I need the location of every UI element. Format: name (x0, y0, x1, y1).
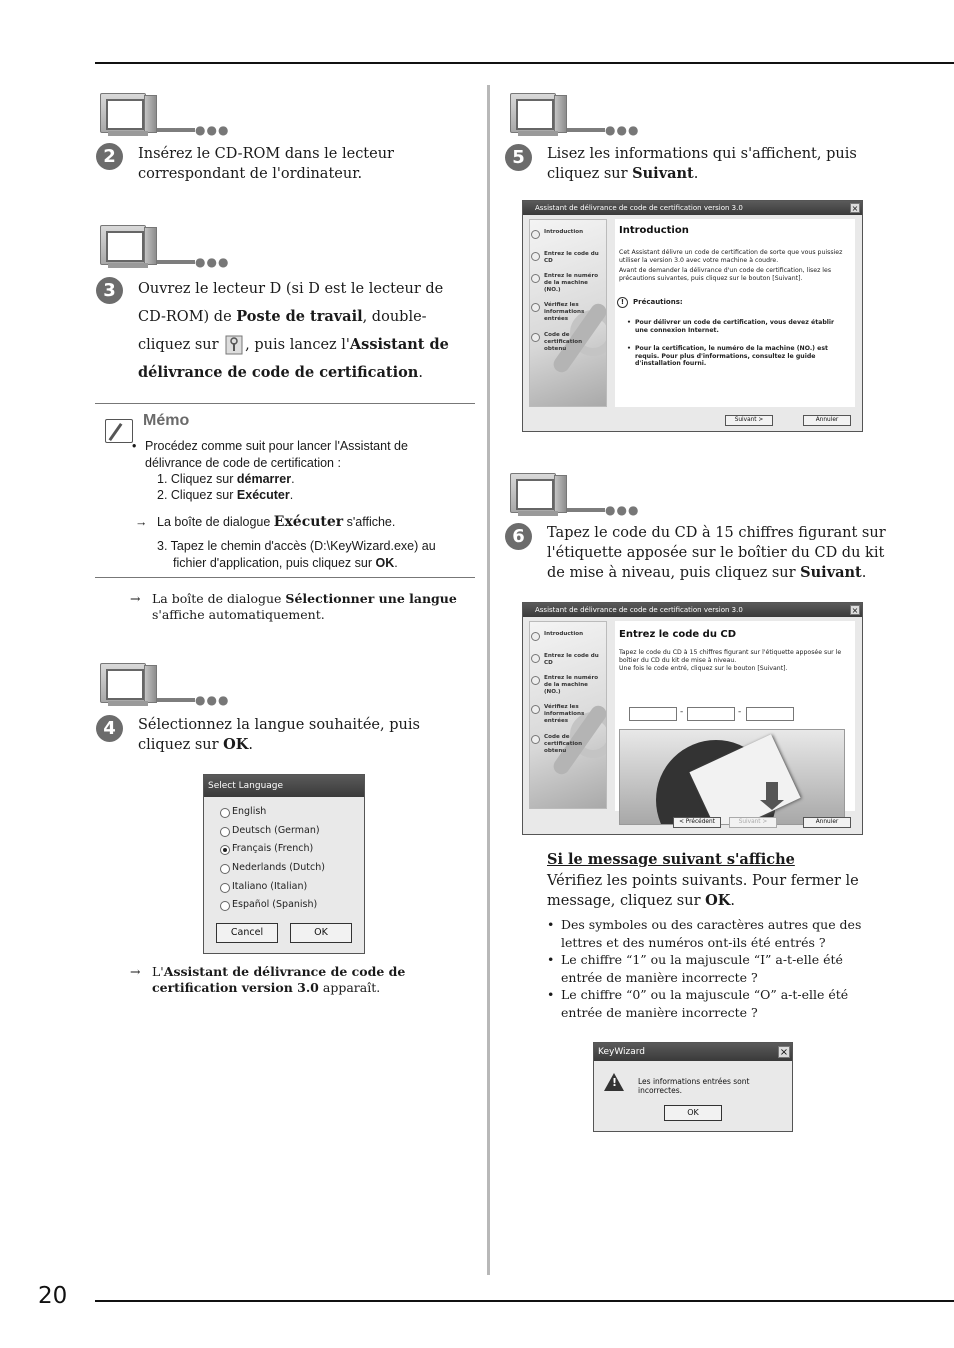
list-item: • Des symboles ou des caractères autres que des lettres et des numéros ont-ils été entrés ? (547, 916, 887, 951)
wizard-cd-code-window (522, 602, 863, 835)
cancel-button[interactable]: Annuler (803, 817, 851, 828)
result-wizard-appears: → L'Assistant de délivrance de code de certification version 3.0 apparaît. (130, 964, 406, 995)
error-message: Les informations entrées sont incorrectes. (638, 1077, 750, 1095)
wizard-intro-window (522, 200, 863, 432)
warning-circle-icon: ! (617, 297, 628, 308)
page-number: 20 (38, 1283, 68, 1309)
memo-line-5: 3. Tapez le chemin d'accès (D:\KeyWizard.exe) au fichier d'application, puis cliquez sur OK. (157, 539, 436, 570)
computer-icon: ●●● (100, 93, 220, 137)
cancel-button[interactable]: Cancel (216, 923, 278, 943)
language-option-spanish[interactable]: Español (Spanish) (220, 899, 317, 910)
cancel-button[interactable]: Annuler (803, 415, 851, 426)
wizard-heading: Introduction (619, 225, 689, 236)
sidebar-item-code-obtained: Code de certification obtenu (529, 332, 603, 352)
memo-line-1: • Procédez comme suit pour lancer l'Assistant de délivrance de code de certification : (132, 439, 408, 470)
close-icon[interactable]: × (851, 606, 859, 615)
keywizard-app-icon (223, 332, 245, 358)
memo-line-2: 1. Cliquez sur démarrer. (157, 472, 295, 486)
warning-instructions: Vérifiez les points suivants. Pour fermer le message, cliquez sur OK. (547, 873, 859, 909)
step-3-text: Ouvrez le lecteur D (si D est le lecteur de CD-ROM) de Poste de travail, double-cliquez sur , puis lancez l'Assistant de délivrance de code de certification. (138, 281, 449, 381)
sidebar-item-machine-number: Entrez le numéro de la machine (NO.) (529, 273, 603, 293)
warning-checklist (547, 916, 887, 1021)
computer-icon: ●●● (510, 93, 630, 137)
select-language-dialog (203, 774, 365, 954)
memo-box (95, 403, 475, 578)
cd-case-illustration (619, 729, 845, 825)
step-2-text: Insérez le CD-ROM dans le lecteur correspondant de l'ordinateur. (138, 146, 394, 182)
wizard-title: Assistant de délivrance de code de certification version 3.0 × (523, 603, 862, 617)
cd-code-field-1[interactable] (629, 707, 677, 721)
memo-line-3: 2. Cliquez sur Exécuter. (157, 488, 294, 502)
cd-code-dash: - (680, 707, 684, 717)
arrow-down-icon (766, 782, 778, 800)
wizard-title: Assistant de délivrance de code de certification version 3.0 × (523, 201, 862, 215)
memo-line-4: → La boîte de dialogue Exécuter s'affiche. (135, 514, 396, 530)
step-number-6: 6 (505, 523, 532, 550)
top-rule (95, 62, 954, 64)
step-6-text: Tapez le code du CD à 15 chiffres figurant sur l'étiquette apposée sur le boîtier du CD du kit de mise à niveau, puis cliquez sur Suivant. (547, 525, 886, 581)
warning-heading: Si le message suivant s'affiche (547, 851, 795, 868)
wizard-content (615, 621, 855, 811)
step-5-text: Lisez les informations qui s'affichent, puis cliquez sur Suivant. (547, 146, 857, 182)
close-icon[interactable]: × (851, 204, 859, 213)
ok-button[interactable]: OK (664, 1105, 722, 1121)
sidebar-item-cd-code: Entrez le code du CD (529, 653, 603, 667)
sidebar-item-verify: Vérifiez les informations entrées (529, 302, 603, 322)
next-button[interactable]: Suivant > (729, 817, 777, 828)
language-option-italian[interactable]: Italiano (Italian) (220, 881, 307, 892)
language-option-french[interactable]: Français (French) (220, 843, 313, 854)
dialog-title: Select Language (204, 775, 364, 797)
memo-title: Mémo (143, 412, 190, 429)
list-item: • Le chiffre “1” ou la majuscule “I” a-t-elle été entrée de manière incorrecte ? (547, 951, 887, 986)
language-option-dutch[interactable]: Nederlands (Dutch) (220, 862, 325, 873)
cd-code-field-2[interactable] (687, 707, 735, 721)
bottom-rule (95, 1300, 954, 1302)
list-item: • Le chiffre “0” ou la majuscule “O” a-t-elle été entrée de manière incorrecte ? (547, 986, 887, 1021)
wizard-heading: Entrez le code du CD (619, 629, 737, 640)
intro-paragraph-1: Cet Assistant délivre un code de certification de sorte que vous puissiez utiliser la version 3.0 avec votre machine à coudre. (619, 249, 843, 264)
sidebar-item-machine-number: Entrez le numéro de la machine (NO.) (529, 675, 603, 695)
next-button[interactable]: Suivant > (725, 415, 773, 426)
precautions-label: ! Précautions: (633, 299, 833, 307)
keywizard-error-dialog: KeyWizard × ! Les informations entrées sont incorrectes. OK (593, 1042, 793, 1132)
sidebar-item-introduction: Introduction (529, 229, 603, 236)
precaution-2: • Pour la certification, le numéro de la machine (NO.) est requis. Pour plus d'informations, consultez le guide d'installation fourni. (627, 345, 828, 368)
intro-paragraph-2: Avant de demander la délivrance d'un code de certification, lisez les précautions suivantes, puis cliquez sur le bouton [Suivant]. (619, 267, 832, 282)
sidebar-item-verify: Vérifiez les informations entrées (529, 704, 603, 724)
cd-paragraph-1: Tapez le code du CD à 15 chiffres figurant sur l'étiquette apposée sur le boîtier du CD du kit de mise à niveau. (619, 649, 842, 664)
computer-icon: ●●● (510, 473, 630, 517)
dialog-title: KeyWizard × (594, 1043, 792, 1061)
step-4-text: Sélectionnez la langue souhaitée, puis cliquez sur OK. (138, 717, 420, 753)
language-option-english[interactable]: English (220, 806, 266, 817)
step-number-2: 2 (96, 143, 123, 170)
step-number-3: 3 (96, 277, 123, 304)
wizard-content (615, 219, 855, 407)
column-divider (487, 85, 490, 1275)
note-icon (105, 419, 133, 443)
cd-paragraph-2: Une fois le code entré, cliquez sur le bouton [Suivant]. (619, 665, 788, 672)
sidebar-item-cd-code: Entrez le code du CD (529, 251, 603, 265)
cd-code-field-3[interactable] (746, 707, 794, 721)
previous-button[interactable]: < Précédent (673, 817, 721, 828)
close-icon[interactable]: × (779, 1047, 789, 1058)
ok-button[interactable]: OK (290, 923, 352, 943)
cd-code-dash: - (738, 707, 742, 717)
sidebar-item-introduction: Introduction (529, 631, 603, 638)
sidebar-item-code-obtained: Code de certification obtenu (529, 734, 603, 754)
precaution-1: • Pour délivrer un code de certification, vous devez établir une connexion Internet. (627, 319, 835, 334)
language-option-german[interactable]: Deutsch (German) (220, 825, 320, 836)
step-number-4: 4 (96, 715, 123, 742)
step-number-5: 5 (505, 144, 532, 171)
result-select-language: → La boîte de dialogue Sélectionner une langue s'affiche automatiquement. (130, 591, 457, 622)
computer-icon: ●●● (100, 663, 220, 707)
computer-icon: ●●● (100, 225, 220, 269)
